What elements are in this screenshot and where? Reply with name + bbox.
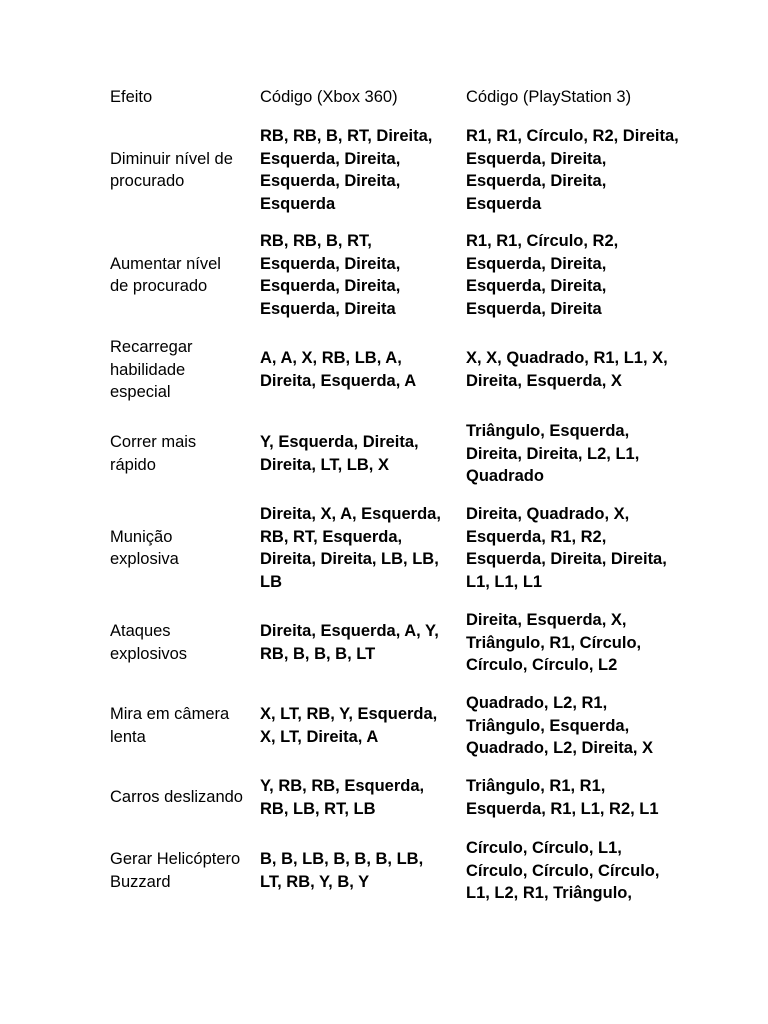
cell-line: Direita, Esquerda, A: [260, 371, 417, 390]
cell-line: Esquerda, R1, L1, R2, L1: [466, 799, 659, 818]
cell-line: Quadrado, L2, Direita, X: [466, 739, 654, 758]
cell-line: explosiva: [110, 550, 179, 569]
cell-line: Esquerda: [466, 194, 542, 213]
ps3-code-cell: [466, 230, 706, 320]
cell-line: Esquerda, Direita,: [260, 172, 401, 191]
cell-line: Buzzard: [110, 872, 171, 891]
cell-line: B, B, LB, B, B, B, LB,: [260, 850, 424, 869]
effect-cell: [110, 148, 255, 193]
cell-line: Triângulo, R1, R1,: [466, 777, 606, 795]
cell-line: Direita, Esquerda, X: [466, 371, 622, 390]
xbox-code-cell: [260, 431, 460, 476]
cell-line: Direita, Esquerda, A, Y,: [260, 622, 439, 641]
cell-line: Correr mais: [110, 433, 197, 452]
cell-line: Esquerda, Direita, Direita,: [466, 550, 667, 569]
xbox-code-cell: [260, 620, 460, 665]
cell-line: Mira em câmera: [110, 705, 230, 724]
effect-cell: [110, 786, 255, 809]
cell-line: R1, R1, Círculo, R2,: [466, 232, 619, 250]
cell-line: Direita, Direita, LB, LB,: [260, 550, 439, 569]
cell-line: Quadrado, L2, R1,: [466, 694, 608, 712]
effect-cell: [110, 620, 255, 665]
ps3-code-cell: [466, 609, 706, 677]
cell-line: procurado: [110, 172, 185, 191]
cell-line: Esquerda, Direita,: [466, 277, 607, 296]
cell-line: Esquerda, R1, R2,: [466, 527, 607, 546]
cell-line: Direita, X, A, Esquerda,: [260, 505, 441, 523]
xbox-code-cell: [260, 125, 460, 215]
effect-cell: [110, 703, 255, 748]
cell-line: Recarregar: [110, 338, 193, 356]
ps3-code-cell: [466, 503, 706, 593]
cell-line: LB: [260, 572, 282, 591]
cell-line: X, X, Quadrado, R1, L1, X,: [466, 349, 668, 368]
header-effect: Efeito: [110, 88, 153, 106]
cell-line: Esquerda, Direita,: [260, 254, 401, 273]
cell-line: Esquerda, Direita,: [260, 277, 401, 296]
cell-line: RB, RB, B, RT, Direita,: [260, 127, 433, 145]
xbox-code-cell: [260, 848, 460, 893]
header-ps3-code: Código (PlayStation 3): [466, 88, 632, 106]
cell-line: habilidade: [110, 360, 186, 379]
cell-line: RB, B, B, B, LT: [260, 644, 376, 663]
cell-line: Círculo, Círculo, L1,: [466, 839, 622, 857]
xbox-code-cell: [260, 230, 460, 320]
cell-line: X, LT, Direita, A: [260, 727, 379, 746]
xbox-code-cell: [260, 775, 460, 820]
cell-line: Gerar Helicóptero: [110, 850, 241, 869]
cell-line: Y, Esquerda, Direita,: [260, 433, 419, 452]
cell-line: Ataques: [110, 622, 171, 641]
ps3-code-cell: [466, 775, 706, 820]
cell-line: explosivos: [110, 644, 188, 663]
cell-line: Munição: [110, 527, 173, 546]
cell-line: RB, LB, RT, LB: [260, 799, 376, 818]
cell-line: Triângulo, R1, Círculo,: [466, 633, 642, 652]
cell-line: RB, RB, B, RT,: [260, 232, 372, 250]
cell-line: L1, L2, R1, Triângulo,: [466, 884, 632, 903]
cell-line: Direita, Esquerda, X,: [466, 611, 627, 629]
cell-line: L1, L1, L1: [466, 572, 543, 591]
cell-line: X, LT, RB, Y, Esquerda,: [260, 705, 438, 724]
cell-line: Esquerda, Direita,: [466, 254, 607, 273]
cell-line: rápido: [110, 455, 156, 474]
cell-line: R1, R1, Círculo, R2, Direita,: [466, 127, 679, 145]
cell-line: Esquerda, Direita: [260, 299, 396, 318]
cell-line: Carros deslizando: [110, 788, 243, 807]
cell-line: Esquerda, Direita,: [260, 149, 401, 168]
cell-line: Círculo, Círculo, L2: [466, 656, 618, 675]
cell-line: A, A, X, RB, LB, A,: [260, 349, 402, 368]
ps3-code-cell: [466, 837, 706, 905]
ps3-code-cell: [466, 692, 706, 760]
cell-line: lenta: [110, 727, 146, 746]
header-xbox-code: Código (Xbox 360): [260, 88, 398, 106]
cell-line: Aumentar nível: [110, 254, 221, 273]
cell-line: Esquerda: [260, 194, 336, 213]
cell-line: Direita, Quadrado, X,: [466, 505, 630, 523]
cell-line: Triângulo, Esquerda,: [466, 716, 630, 735]
cell-line: Esquerda, Direita,: [466, 149, 607, 168]
cell-line: Quadrado: [466, 467, 544, 486]
cell-line: Círculo, Círculo, Círculo,: [466, 861, 660, 880]
cell-line: Triângulo, Esquerda,: [466, 422, 630, 440]
ps3-code-cell: [466, 125, 706, 215]
effect-cell: [110, 526, 255, 571]
cell-line: Esquerda, Direita: [466, 299, 602, 318]
xbox-code-cell: [260, 347, 460, 392]
cell-line: Direita, Direita, L2, L1,: [466, 444, 640, 463]
effect-cell: [110, 253, 255, 298]
ps3-code-cell: [466, 347, 706, 392]
cell-line: especial: [110, 383, 171, 402]
cell-line: RB, RT, Esquerda,: [260, 527, 403, 546]
effect-cell: [110, 431, 255, 476]
cell-line: Direita, LT, LB, X: [260, 455, 389, 474]
effect-cell: [110, 336, 255, 404]
cell-line: de procurado: [110, 277, 208, 296]
cell-line: LT, RB, Y, B, Y: [260, 872, 370, 891]
cell-line: Y, RB, RB, Esquerda,: [260, 777, 425, 795]
effect-cell: [110, 848, 255, 893]
cell-line: Diminuir nível de: [110, 149, 233, 168]
xbox-code-cell: [260, 703, 460, 748]
xbox-code-cell: [260, 503, 460, 593]
cell-line: Esquerda, Direita,: [466, 172, 607, 191]
ps3-code-cell: [466, 420, 706, 488]
